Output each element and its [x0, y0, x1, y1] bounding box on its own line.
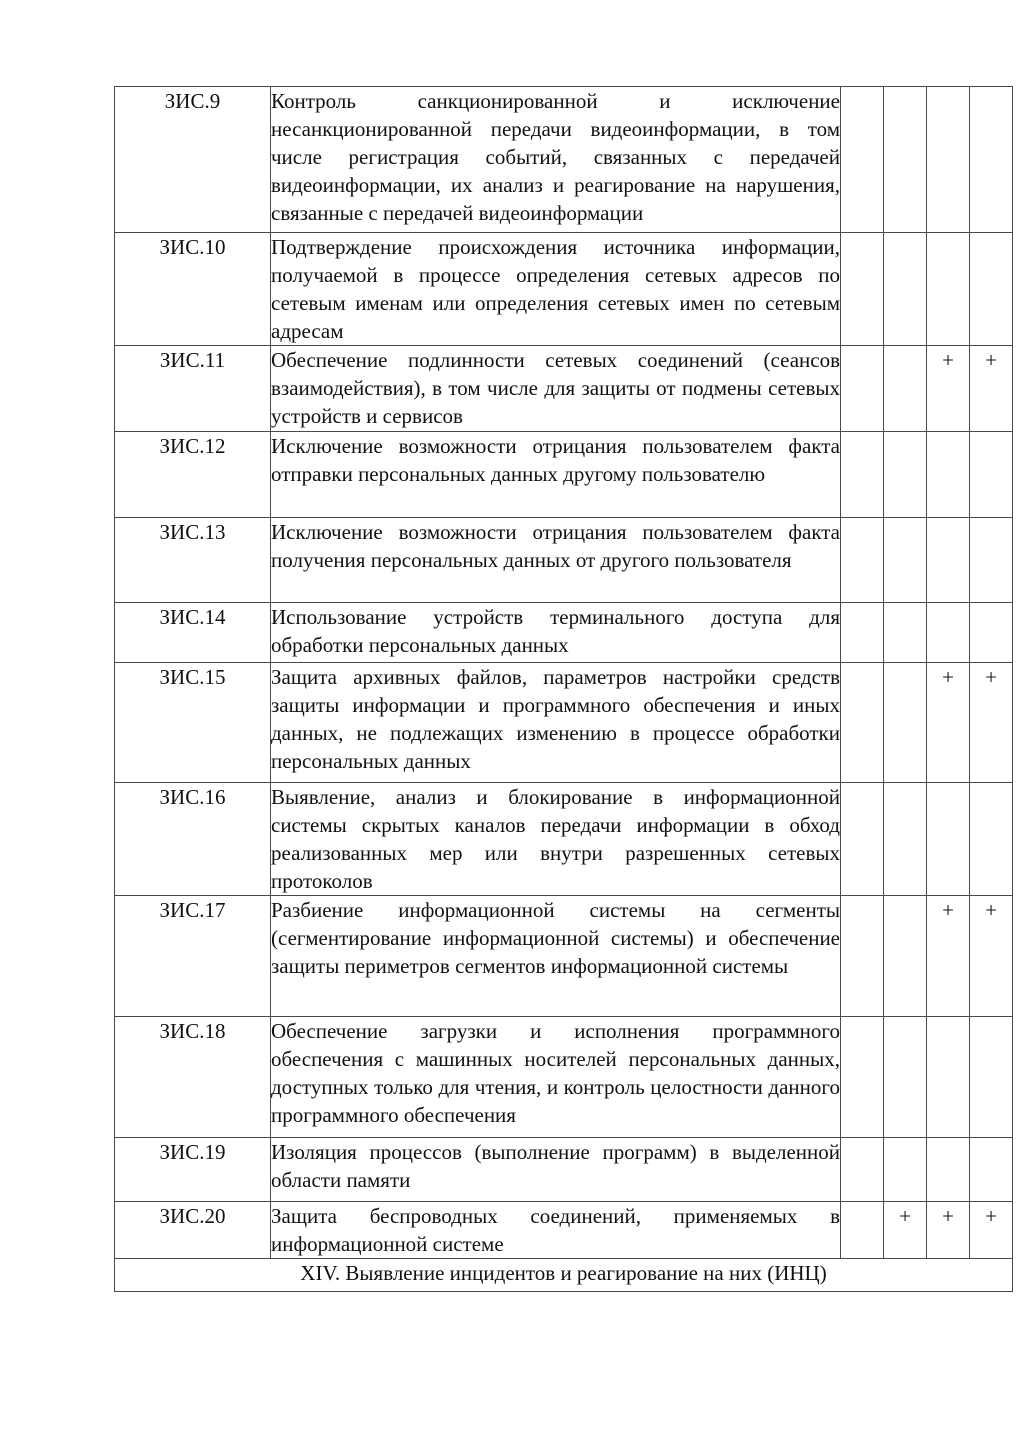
level-mark: +	[970, 663, 1013, 783]
measure-code: ЗИС.13	[115, 518, 271, 603]
level-mark	[841, 1202, 884, 1259]
level-mark	[884, 87, 927, 233]
level-mark: +	[970, 896, 1013, 1017]
level-mark	[970, 1138, 1013, 1202]
measure-code: ЗИС.14	[115, 603, 271, 663]
measure-code: ЗИС.10	[115, 233, 271, 346]
level-mark: +	[927, 346, 970, 432]
level-mark: +	[927, 663, 970, 783]
table-row	[115, 87, 1013, 233]
level-mark	[884, 1138, 927, 1202]
level-mark: +	[927, 896, 970, 1017]
level-mark	[884, 663, 927, 783]
level-mark	[927, 518, 970, 603]
measure-description: Подтверждение происхождения источника информации, получаемой в процессе определения сетевых адресов по сетевым именам или определения сетевых имен по сетевым адресам	[271, 233, 841, 346]
measure-code: ЗИС.20	[115, 1202, 271, 1259]
level-mark	[841, 518, 884, 603]
level-mark	[970, 518, 1013, 603]
table-row	[115, 518, 1013, 603]
level-mark	[884, 783, 927, 896]
level-mark	[884, 603, 927, 663]
measure-description: Исключение возможности отрицания пользователем факта получения персональных данных от другого пользователя	[271, 518, 841, 603]
level-mark	[970, 603, 1013, 663]
level-mark	[841, 432, 884, 518]
table-row	[115, 603, 1013, 663]
level-mark	[970, 233, 1013, 346]
table-row	[115, 1138, 1013, 1202]
measure-description: Защита беспроводных соединений, применяемых в информационной системе	[271, 1202, 841, 1259]
level-mark	[841, 896, 884, 1017]
level-mark	[927, 603, 970, 663]
measure-code: ЗИС.12	[115, 432, 271, 518]
level-mark	[927, 1138, 970, 1202]
level-mark	[970, 1017, 1013, 1138]
section-heading-row	[115, 1259, 1013, 1292]
level-mark	[927, 783, 970, 896]
level-mark: +	[970, 346, 1013, 432]
measure-description: Защита архивных файлов, параметров настройки средств защиты информации и программного обеспечения и иных данных, не подлежащих изменению в процессе обработки персональных данных	[271, 663, 841, 783]
measure-code: ЗИС.15	[115, 663, 271, 783]
measure-description: Разбиение информационной системы на сегменты (сегментирование информационной системы) и обеспечение защиты периметров сегментов информационной системы	[271, 896, 841, 1017]
level-mark	[927, 87, 970, 233]
table-row	[115, 233, 1013, 346]
level-mark: +	[927, 1202, 970, 1259]
level-mark	[841, 663, 884, 783]
measure-code: ЗИС.16	[115, 783, 271, 896]
level-mark	[884, 346, 927, 432]
level-mark	[841, 346, 884, 432]
measure-description: Контроль санкционированной и исключение несанкционированной передачи видеоинформации, в том числе регистрация событий, связанных с передачей видеоинформации, их анализ и реагирование на нарушения, связанные с передачей видеоинформации	[271, 87, 841, 233]
table-row	[115, 783, 1013, 896]
table-row	[115, 896, 1013, 1017]
measure-code: ЗИС.17	[115, 896, 271, 1017]
level-mark	[841, 1138, 884, 1202]
measure-description: Исключение возможности отрицания пользователем факта отправки персональных данных другому пользователю	[271, 432, 841, 518]
level-mark	[927, 1017, 970, 1138]
level-mark: +	[970, 1202, 1013, 1259]
measure-description: Обеспечение подлинности сетевых соединений (сеансов взаимодействия), в том числе для защиты от подмены сетевых устройств и сервисов	[271, 346, 841, 432]
level-mark	[841, 783, 884, 896]
level-mark	[884, 233, 927, 346]
level-mark	[884, 518, 927, 603]
level-mark	[841, 1017, 884, 1138]
measure-code: ЗИС.11	[115, 346, 271, 432]
level-mark	[884, 1017, 927, 1138]
measure-description: Изоляция процессов (выполнение программ) в выделенной области памяти	[271, 1138, 841, 1202]
level-mark	[884, 432, 927, 518]
level-mark	[841, 603, 884, 663]
measure-code: ЗИС.19	[115, 1138, 271, 1202]
section-heading: XIV. Выявление инцидентов и реагирование на них (ИНЦ)	[115, 1259, 1013, 1292]
measure-description: Обеспечение загрузки и исполнения программного обеспечения с машинных носителей персональных данных, доступных только для чтения, и контроль целостности данного программного обеспечения	[271, 1017, 841, 1138]
level-mark: +	[884, 1202, 927, 1259]
level-mark	[970, 87, 1013, 233]
level-mark	[884, 896, 927, 1017]
measure-code: ЗИС.9	[115, 87, 271, 233]
table-row	[115, 432, 1013, 518]
measure-code: ЗИС.18	[115, 1017, 271, 1138]
level-mark	[970, 783, 1013, 896]
measure-description: Выявление, анализ и блокирование в информационной системы скрытых каналов передачи информации в обход реализованных мер или внутри разрешенных сетевых протоколов	[271, 783, 841, 896]
level-mark	[841, 233, 884, 346]
table-row	[115, 1017, 1013, 1138]
table-row	[115, 346, 1013, 432]
level-mark	[927, 233, 970, 346]
level-mark	[970, 432, 1013, 518]
measure-description: Использование устройств терминального доступа для обработки персональных данных	[271, 603, 841, 663]
table-row	[115, 1202, 1013, 1259]
table-row	[115, 663, 1013, 783]
level-mark	[841, 87, 884, 233]
security-measures-table	[114, 86, 1013, 1292]
level-mark	[927, 432, 970, 518]
